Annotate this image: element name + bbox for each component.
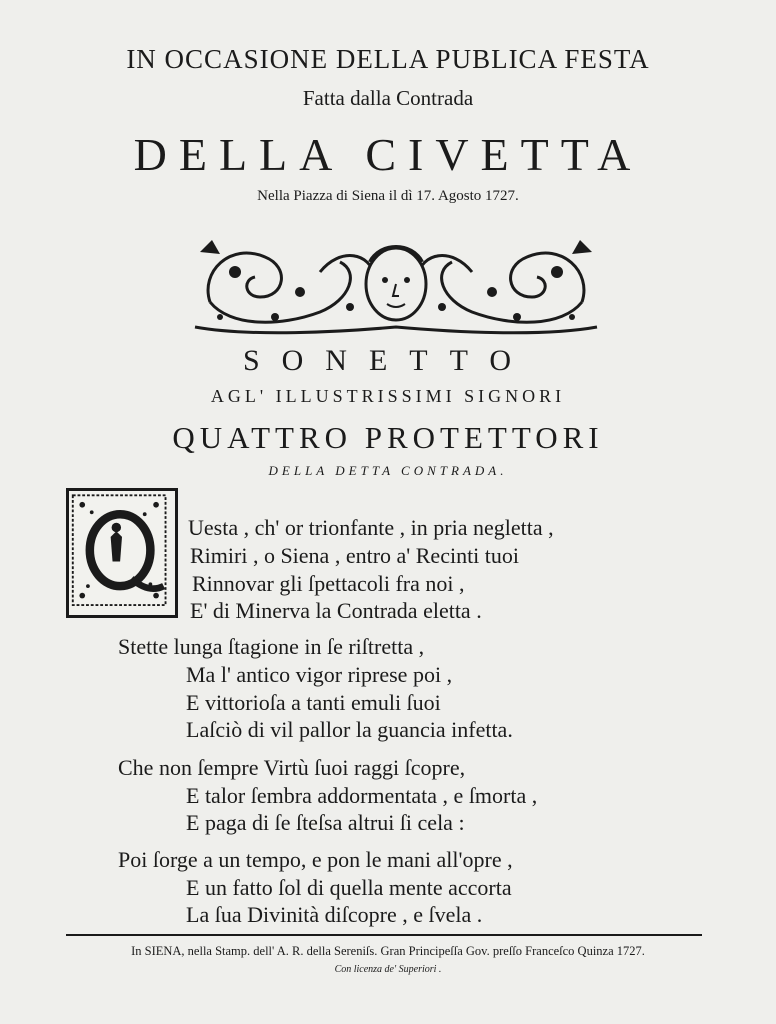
verse-line: Rinnovar gli ſpettacoli fra noi ,: [192, 571, 465, 596]
verse-line: E paga di ſe ſteſsa altrui ſi cela :: [186, 810, 465, 835]
verse-line: Che non ſempre Virtù ſuoi raggi ſcopre,: [118, 755, 466, 780]
verse-line: E' di Minerva la Contrada eletta .: [190, 598, 482, 623]
verse-line: E un fatto ſol di quella mente accorta: [186, 875, 512, 900]
sonetto-title: SONETTO: [242, 344, 534, 377]
printer-imprint: In SIENA, nella Stamp. dell' A. R. della Sereniſs. Gran Principeſſa Gov. preſſo Franceſco Quinza 1727.: [131, 944, 645, 958]
heading-date: Nella Piazza di Siena il dì 17. Agosto 1727.: [257, 188, 519, 204]
verse-line: Uesta , ch' or trionfante , in pria negletta ,: [188, 515, 554, 540]
verse-line: Rimiri , o Siena , entro a' Recinti tuoi: [190, 543, 520, 568]
verse-line: E vittorioſa a tanti emuli ſuoi: [186, 690, 441, 715]
dedication-line-2: QUATTRO PROTETTORI: [172, 420, 604, 455]
footer-divider: [66, 934, 702, 936]
verse-line: E talor ſembra addormentata , e ſmorta ,: [186, 783, 538, 808]
heading-occasion: IN OCCASIONE DELLA PUBLICA FESTA: [126, 44, 650, 74]
decorated-initial-q-icon: [66, 488, 178, 618]
verse-line: Stette lunga ſtagione in ſe riſtretta ,: [118, 634, 425, 659]
verse-line: La ſua Divinità diſcopre , e ſvela .: [186, 902, 483, 927]
verse-line: Ma l' antico vigor riprese poi ,: [186, 662, 453, 687]
verse-line: Laſciò di vil pallor la guancia infetta.: [186, 717, 513, 742]
heading-civetta: DELLA CIVETTA: [133, 129, 643, 180]
dedication-line-1: AGL' ILLUSTRISSIMI SIGNORI: [210, 386, 566, 406]
license-note: Con licenza de' Superiori .: [334, 964, 442, 975]
verse-line: Poi ſorge a un tempo, e pon le mani all'opre ,: [118, 847, 513, 872]
dedication-line-3: DELLA DETTA CONTRADA.: [268, 463, 508, 478]
heading-contrada: Fatta dalla Contrada: [302, 86, 474, 110]
floral-ornament-icon: [190, 232, 602, 336]
